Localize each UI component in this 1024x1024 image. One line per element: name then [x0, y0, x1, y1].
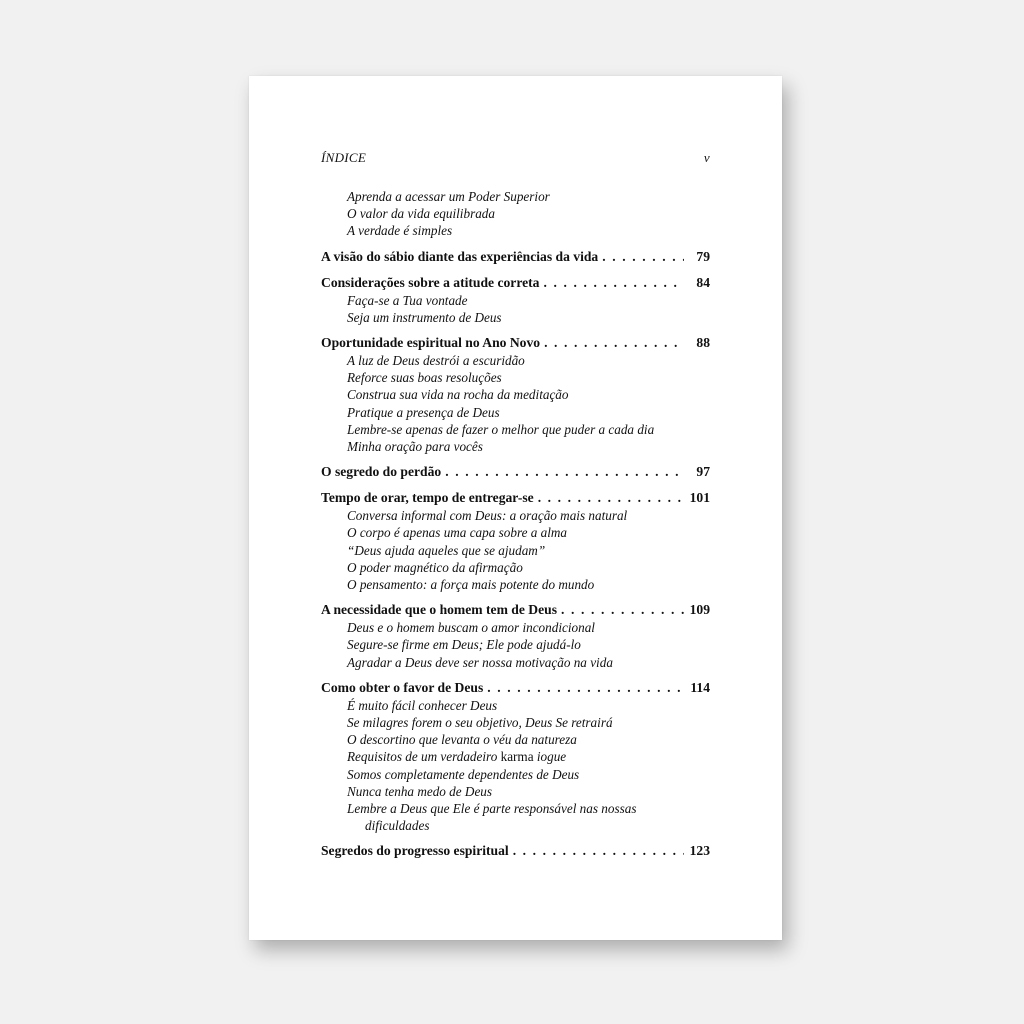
toc-chapter-title: Como obter o favor de Deus: [321, 679, 484, 695]
toc-chapter-title: Considerações sobre a atitude correta: [321, 274, 540, 290]
toc-subsection: Reforce suas boas resoluções: [347, 370, 502, 386]
toc-chapter-title: Tempo de orar, tempo de entregar-se: [321, 490, 534, 506]
toc-subsection: O valor da vida equilibrada: [347, 206, 495, 222]
toc-subsection: Seja um instrumento de Deus: [347, 309, 502, 325]
toc-subsection: Se milagres forem o seu objetivo, Deus Se retrairá: [347, 715, 613, 731]
dot-leader: [513, 841, 684, 860]
running-header: [321, 150, 710, 166]
toc-chapter-line: [321, 600, 710, 619]
toc-entry: [321, 247, 710, 266]
toc-page-number: 109: [689, 602, 710, 618]
toc-subsection-karma: [321, 748, 710, 765]
toc-subsection: Lembre-se apenas de fazer o melhor que puder a cada dia: [347, 421, 655, 437]
toc-chapter-title: Oportunidade espiritual no Ano Novo: [321, 335, 541, 351]
toc-chapter-line: [321, 678, 710, 697]
toc-subsection: Nunca tenha medo de Deus: [347, 783, 493, 799]
karma-line-before: Requisitos de um verdadeiro: [347, 749, 501, 765]
toc-subsection: Pratique a presença de Deus: [347, 404, 500, 420]
toc-subsection: Lembre a Deus que Ele é parte responsável nas nossas: [347, 801, 637, 817]
toc-page-number: 114: [690, 679, 710, 695]
toc-chapter-title: Segredos do progresso espiritual: [321, 843, 509, 859]
dot-leader: [487, 678, 684, 697]
toc-chapter-title: O segredo do perdão: [321, 464, 442, 480]
toc-chapter-title: A visão do sábio diante das experiências da vida: [321, 248, 599, 264]
toc-entry: [321, 488, 710, 593]
toc-page-number: 84: [696, 274, 710, 290]
toc-page-number: 88: [696, 335, 710, 351]
toc-entry: [321, 678, 710, 835]
toc-entry: [321, 600, 710, 671]
toc-page-number: 79: [696, 248, 710, 264]
toc-subsection: O poder magnético da afirmação: [347, 559, 523, 575]
dot-leader: [561, 600, 684, 619]
dot-leader: [445, 462, 684, 481]
dot-leader: [602, 247, 684, 266]
toc-subsection: Construa sua vida na rocha da meditação: [347, 387, 569, 403]
karma-word: karma: [500, 749, 534, 765]
table-of-contents: [321, 188, 710, 860]
toc-subsection-continuation: dificuldades: [365, 818, 430, 834]
book-page: [249, 76, 782, 940]
toc-entry: [321, 333, 710, 455]
toc-subsection: Somos completamente dependentes de Deus: [347, 766, 580, 782]
toc-page-number: 97: [696, 464, 710, 480]
dot-leader: [543, 273, 684, 292]
toc-chapter-line: [321, 488, 710, 507]
toc-subsection: O descortino que levanta o véu da natureza: [347, 732, 577, 748]
toc-entry: [321, 462, 710, 481]
toc-subsection: Agradar a Deus deve ser nossa motivação na vida: [347, 654, 613, 670]
toc-subsection: A verdade é simples: [347, 223, 453, 239]
toc-page-number: 101: [689, 490, 710, 506]
toc-chapter-line: [321, 841, 710, 860]
dot-leader: [538, 488, 684, 507]
toc-page-number: 123: [689, 843, 710, 859]
toc-subsection: Deus e o homem buscam o amor incondicional: [347, 620, 595, 636]
toc-subsection: A luz de Deus destrói a escuridão: [347, 353, 525, 369]
toc-subsection: Segure-se firme em Deus; Ele pode ajudá-lo: [347, 637, 581, 653]
toc-subsection: Minha oração para vocês: [347, 439, 483, 455]
toc-subsection: Aprenda a acessar um Poder Superior: [347, 189, 550, 204]
toc-chapter-line: [321, 273, 710, 292]
toc-entry: [321, 841, 710, 860]
page-number: v: [703, 150, 710, 165]
karma-line-after: iogue: [533, 749, 567, 765]
toc-subsection: Conversa informal com Deus: a oração mais natural: [347, 508, 628, 524]
toc-lead-subsections: [321, 188, 710, 240]
toc-chapter-title: A necessidade que o homem tem de Deus: [321, 602, 557, 618]
header-title: ÍNDICE: [321, 150, 367, 165]
toc-subsection: Faça-se a Tua vontade: [347, 292, 468, 308]
toc-subsection: “Deus ajuda aqueles que se ajudam”: [347, 542, 546, 558]
toc-chapter-line: [321, 333, 710, 352]
dot-leader: [544, 333, 684, 352]
toc-subsection: O pensamento: a força mais potente do mundo: [347, 577, 595, 593]
toc-entry: [321, 273, 710, 326]
toc-chapter-line: [321, 462, 710, 481]
toc-subsection: O corpo é apenas uma capa sobre a alma: [347, 525, 568, 541]
toc-chapter-line: [321, 247, 710, 266]
toc-subsection: É muito fácil conhecer Deus: [347, 697, 498, 713]
